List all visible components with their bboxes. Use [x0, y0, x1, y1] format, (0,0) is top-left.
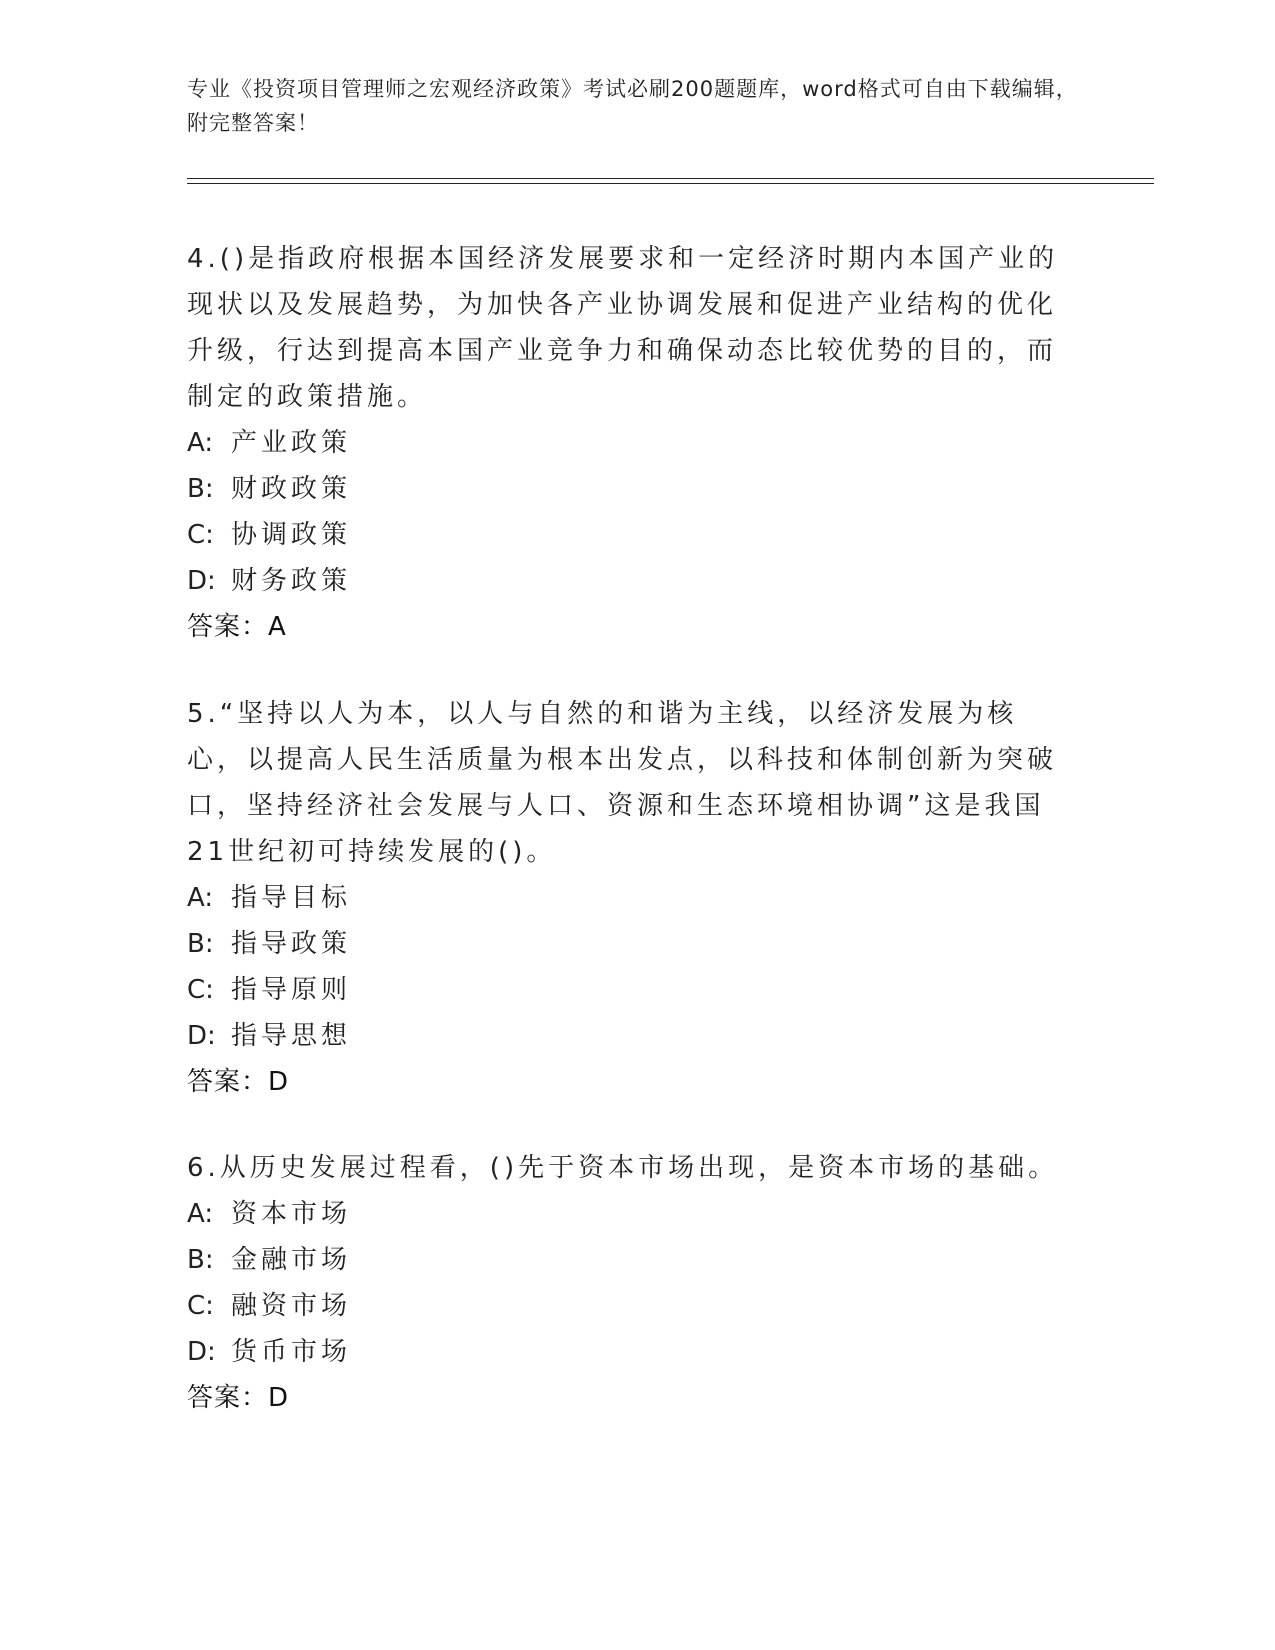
- answer-value: A: [268, 612, 287, 642]
- option-letter: D:: [187, 566, 216, 596]
- option-d: [187, 1329, 1077, 1375]
- option-letter: C:: [187, 975, 214, 1005]
- option-letter: A:: [187, 1199, 214, 1229]
- option-letter: B:: [187, 474, 214, 504]
- option-d: [187, 558, 1077, 604]
- header-divider-top: [187, 178, 1154, 179]
- option-b: [187, 466, 1077, 512]
- answer-value: D: [268, 1067, 290, 1097]
- option-letter: C:: [187, 520, 214, 550]
- option-letter: B:: [187, 1245, 214, 1275]
- question-text: 5.“坚持以人为本，以人与自然的和谐为主线，以经济发展为核心，以提高人民生活质量为根本出发点，以科技和体制创新为突破口，坚持经济社会发展与人口、资源和生态环境相协调”这是我国21世纪初可持续发展的()。: [187, 699, 1058, 867]
- option-text: 指导思想: [231, 1021, 352, 1051]
- option-a: [187, 875, 1077, 921]
- option-letter: B:: [187, 929, 214, 959]
- option-text: 财务政策: [231, 566, 352, 596]
- question-text: 4.()是指政府根据本国经济发展要求和一定经济时期内本国产业的现状以及发展趋势，为加快各产业协调发展和促进产业结构的优化升级，行达到提高本国产业竞争力和确保动态比较优势的目的，而制定的政策措施。: [187, 244, 1059, 412]
- option-c: [187, 967, 1077, 1013]
- option-text: 指导目标: [231, 883, 352, 913]
- option-a: [187, 1191, 1077, 1237]
- option-text: 指导政策: [231, 929, 352, 959]
- option-letter: D:: [187, 1021, 216, 1051]
- answer-line: [187, 1059, 1077, 1105]
- option-a: [187, 420, 1077, 466]
- option-b: [187, 921, 1077, 967]
- header-divider-bottom: [187, 183, 1154, 184]
- option-text: 金融市场: [231, 1245, 352, 1275]
- answer-label: 答案：: [187, 1383, 269, 1413]
- option-text: 指导原则: [231, 975, 352, 1005]
- option-letter: C:: [187, 1291, 214, 1321]
- option-b: [187, 1237, 1077, 1283]
- option-c: [187, 1283, 1077, 1329]
- option-text: 产业政策: [231, 428, 352, 458]
- option-letter: A:: [187, 428, 214, 458]
- answer-value: D: [268, 1383, 290, 1413]
- option-d: [187, 1013, 1077, 1059]
- question-text: 6.从历史发展过程看，()先于资本市场出现，是资本市场的基础。: [187, 1153, 1059, 1183]
- answer-line: [187, 604, 1077, 650]
- question-block: [187, 236, 1077, 650]
- option-text: 货币市场: [231, 1337, 352, 1367]
- option-letter: A:: [187, 883, 214, 913]
- option-text: 协调政策: [231, 520, 352, 550]
- document-header: 专业《投资项目管理师之宏观经济政策》考试必刷200题题库，word格式可自由下载编辑，附完整答案！: [187, 77, 1078, 135]
- question-block: [187, 1145, 1077, 1421]
- option-text: 融资市场: [231, 1291, 352, 1321]
- answer-label: 答案：: [187, 1067, 269, 1097]
- option-text: 资本市场: [231, 1199, 352, 1229]
- option-letter: D:: [187, 1337, 216, 1367]
- answer-label: 答案：: [187, 612, 269, 642]
- option-c: [187, 512, 1077, 558]
- question-block: [187, 691, 1077, 1105]
- option-text: 财政政策: [231, 474, 352, 504]
- answer-line: [187, 1375, 1077, 1421]
